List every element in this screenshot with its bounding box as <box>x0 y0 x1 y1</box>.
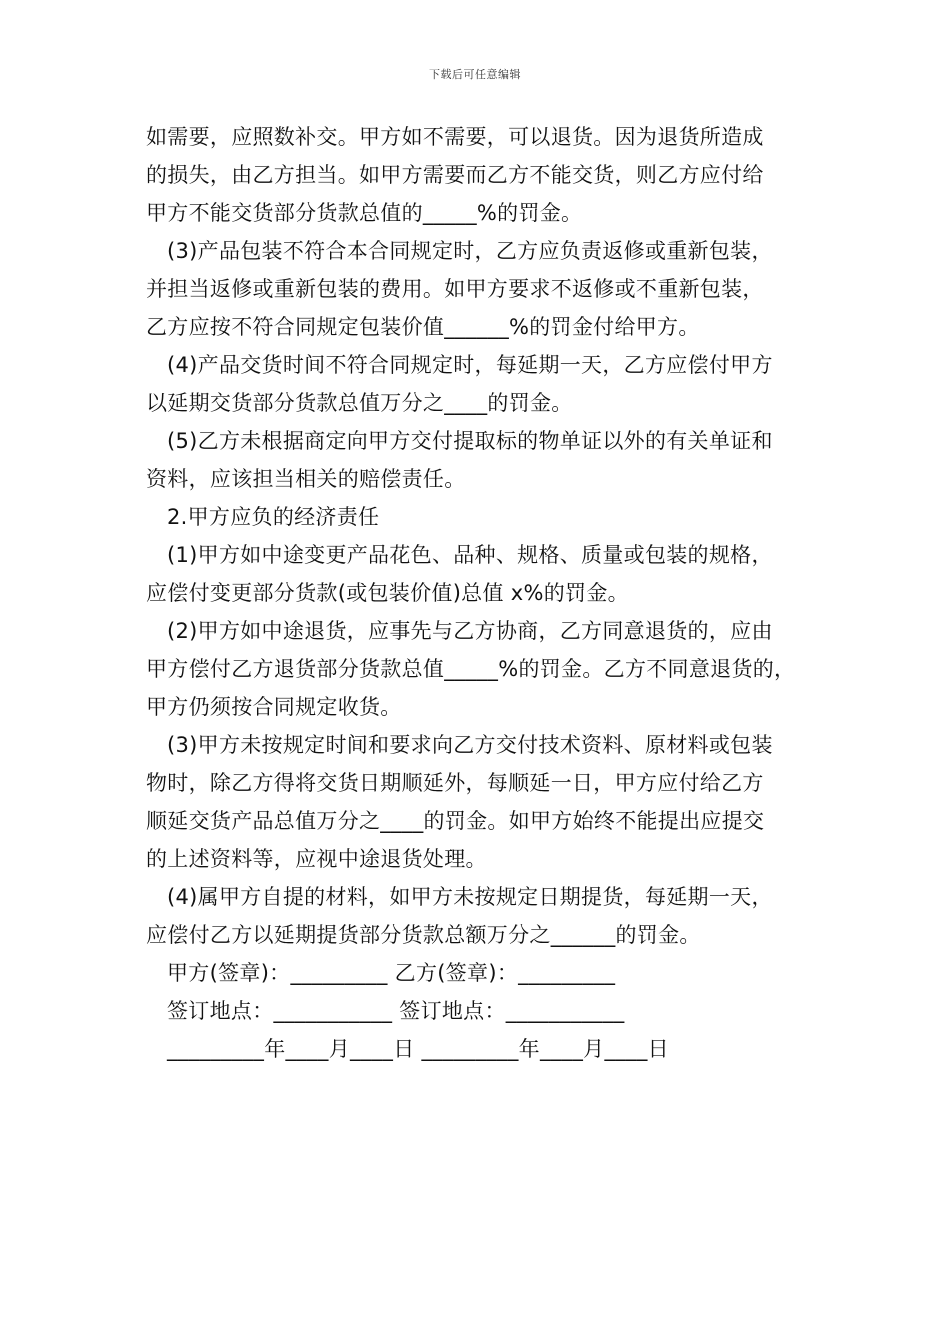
text-line: 应偿付乙方以延期提货部分货款总额万分之______的罚金。 <box>146 923 701 947</box>
page-header: 下载后可任意编辑 <box>429 68 521 81</box>
text-line: 甲方不能交货部分货款总值的_____%的罚金。 <box>146 201 583 225</box>
text-line: 的上述资料等，应视中途退货处理。 <box>146 847 487 871</box>
text-line: (1)甲方如中途变更产品花色、品种、规格、质量或包装的规格， <box>167 543 773 567</box>
text-line: (4)产品交货时间不符合同规定时，每延期一天，乙方应偿付甲方 <box>167 353 773 377</box>
text-line: 甲方仍须按合同规定收货。 <box>146 695 402 719</box>
text-line: (2)甲方如中途退货，应事先与乙方协商，乙方同意退货的，应由 <box>167 619 773 643</box>
text-line: (3)产品包装不符合本合同规定时，乙方应负责返修或重新包装， <box>167 239 773 263</box>
section-heading: 2.甲方应负的经济责任 <box>167 505 380 529</box>
text-line: 并担当返修或重新包装的费用。如甲方要求不返修或不重新包装， <box>146 277 764 301</box>
signature-line: 甲方(签章)：_________ 乙方(签章)：_________ <box>167 961 616 985</box>
text-line: 应偿付变更部分货款(或包装价值)总值 x%的罚金。 <box>146 581 629 605</box>
text-line: 的损失，由乙方担当。如甲方需要而乙方不能交货，则乙方应付给 <box>146 163 764 187</box>
signing-location-line: 签订地点：___________ 签订地点：___________ <box>167 999 625 1023</box>
text-line: 以延期交货部分货款总值万分之____的罚金。 <box>146 391 573 415</box>
text-line: 甲方偿付乙方退货部分货款总值_____%的罚金。乙方不同意退货的， <box>146 657 796 681</box>
text-line: (4)属甲方自提的材料，如甲方未按规定日期提货，每延期一天， <box>167 885 773 909</box>
document-body <box>146 118 826 1068</box>
text-line: 如需要，应照数补交。甲方如不需要，可以退货。因为退货所造成 <box>146 125 764 149</box>
text-line: (3)甲方未按规定时间和要求向乙方交付技术资料、原材料或包装 <box>167 733 773 757</box>
text-line: 顺延交货产品总值万分之____的罚金。如甲方始终不能提出应提交 <box>146 809 765 833</box>
text-line: 物时，除乙方得将交货日期顺延外，每顺延一日，甲方应付给乙方 <box>146 771 764 795</box>
date-line: _________年____月____日 _________年____月____日 <box>167 1037 669 1061</box>
text-line: 资料，应该担当相关的赔偿责任。 <box>146 467 466 491</box>
text-line: 乙方应按不符合同规定包装价值______%的罚金付给甲方。 <box>146 315 700 339</box>
text-line: (5)乙方未根据商定向甲方交付提取标的物单证以外的有关单证和 <box>167 429 773 453</box>
